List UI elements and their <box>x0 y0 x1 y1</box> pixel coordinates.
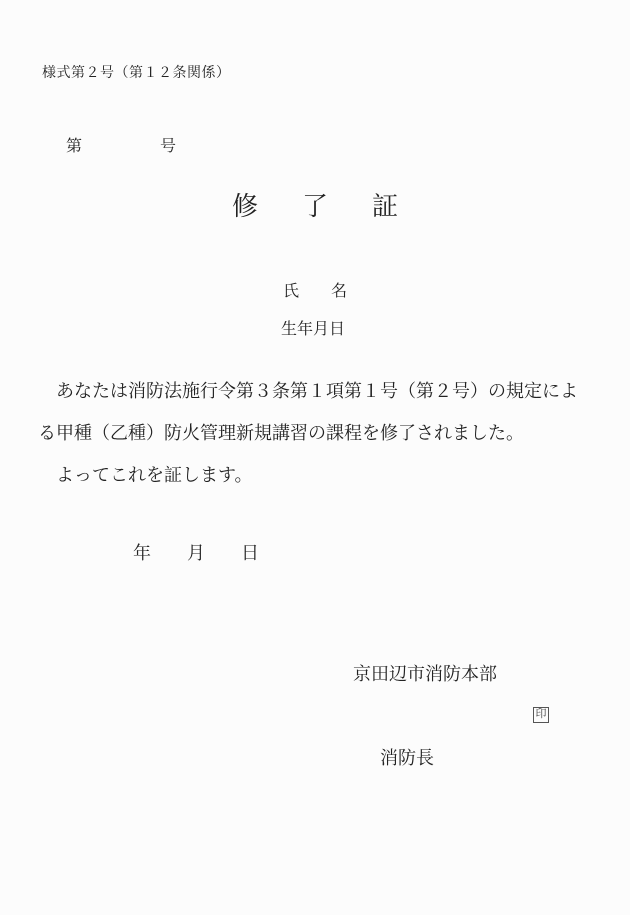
issuer-title: 消防長 <box>380 748 434 768</box>
body-line-1: あなたは消防法施行令第３条第１項第１号（第２号）の規定によ <box>38 381 578 401</box>
certificate-number-prefix: 第 <box>66 138 83 155</box>
issuer-block <box>353 653 583 863</box>
body-line-3: よってこれを証します。 <box>38 465 253 485</box>
issuer-organization: 京田辺市消防本部 <box>353 664 497 684</box>
form-note: 様式第２号（第１２条関係） <box>42 66 231 81</box>
birthdate-label: 生年月日 <box>281 321 346 338</box>
certificate-number-suffix: 号 <box>160 138 177 155</box>
name-label: 氏 名 <box>283 283 348 300</box>
certificate-title: 修 了 証 <box>231 192 407 221</box>
issuer-title-row <box>353 695 583 863</box>
body-paragraph <box>38 370 598 496</box>
seal-mark: 印 <box>533 707 549 723</box>
date-line: 年 月 日 <box>133 543 259 563</box>
certificate-number-line <box>50 115 176 174</box>
body-line-2: る甲種（乙種）防火管理新規講習の課程を修了されました。 <box>38 423 524 443</box>
